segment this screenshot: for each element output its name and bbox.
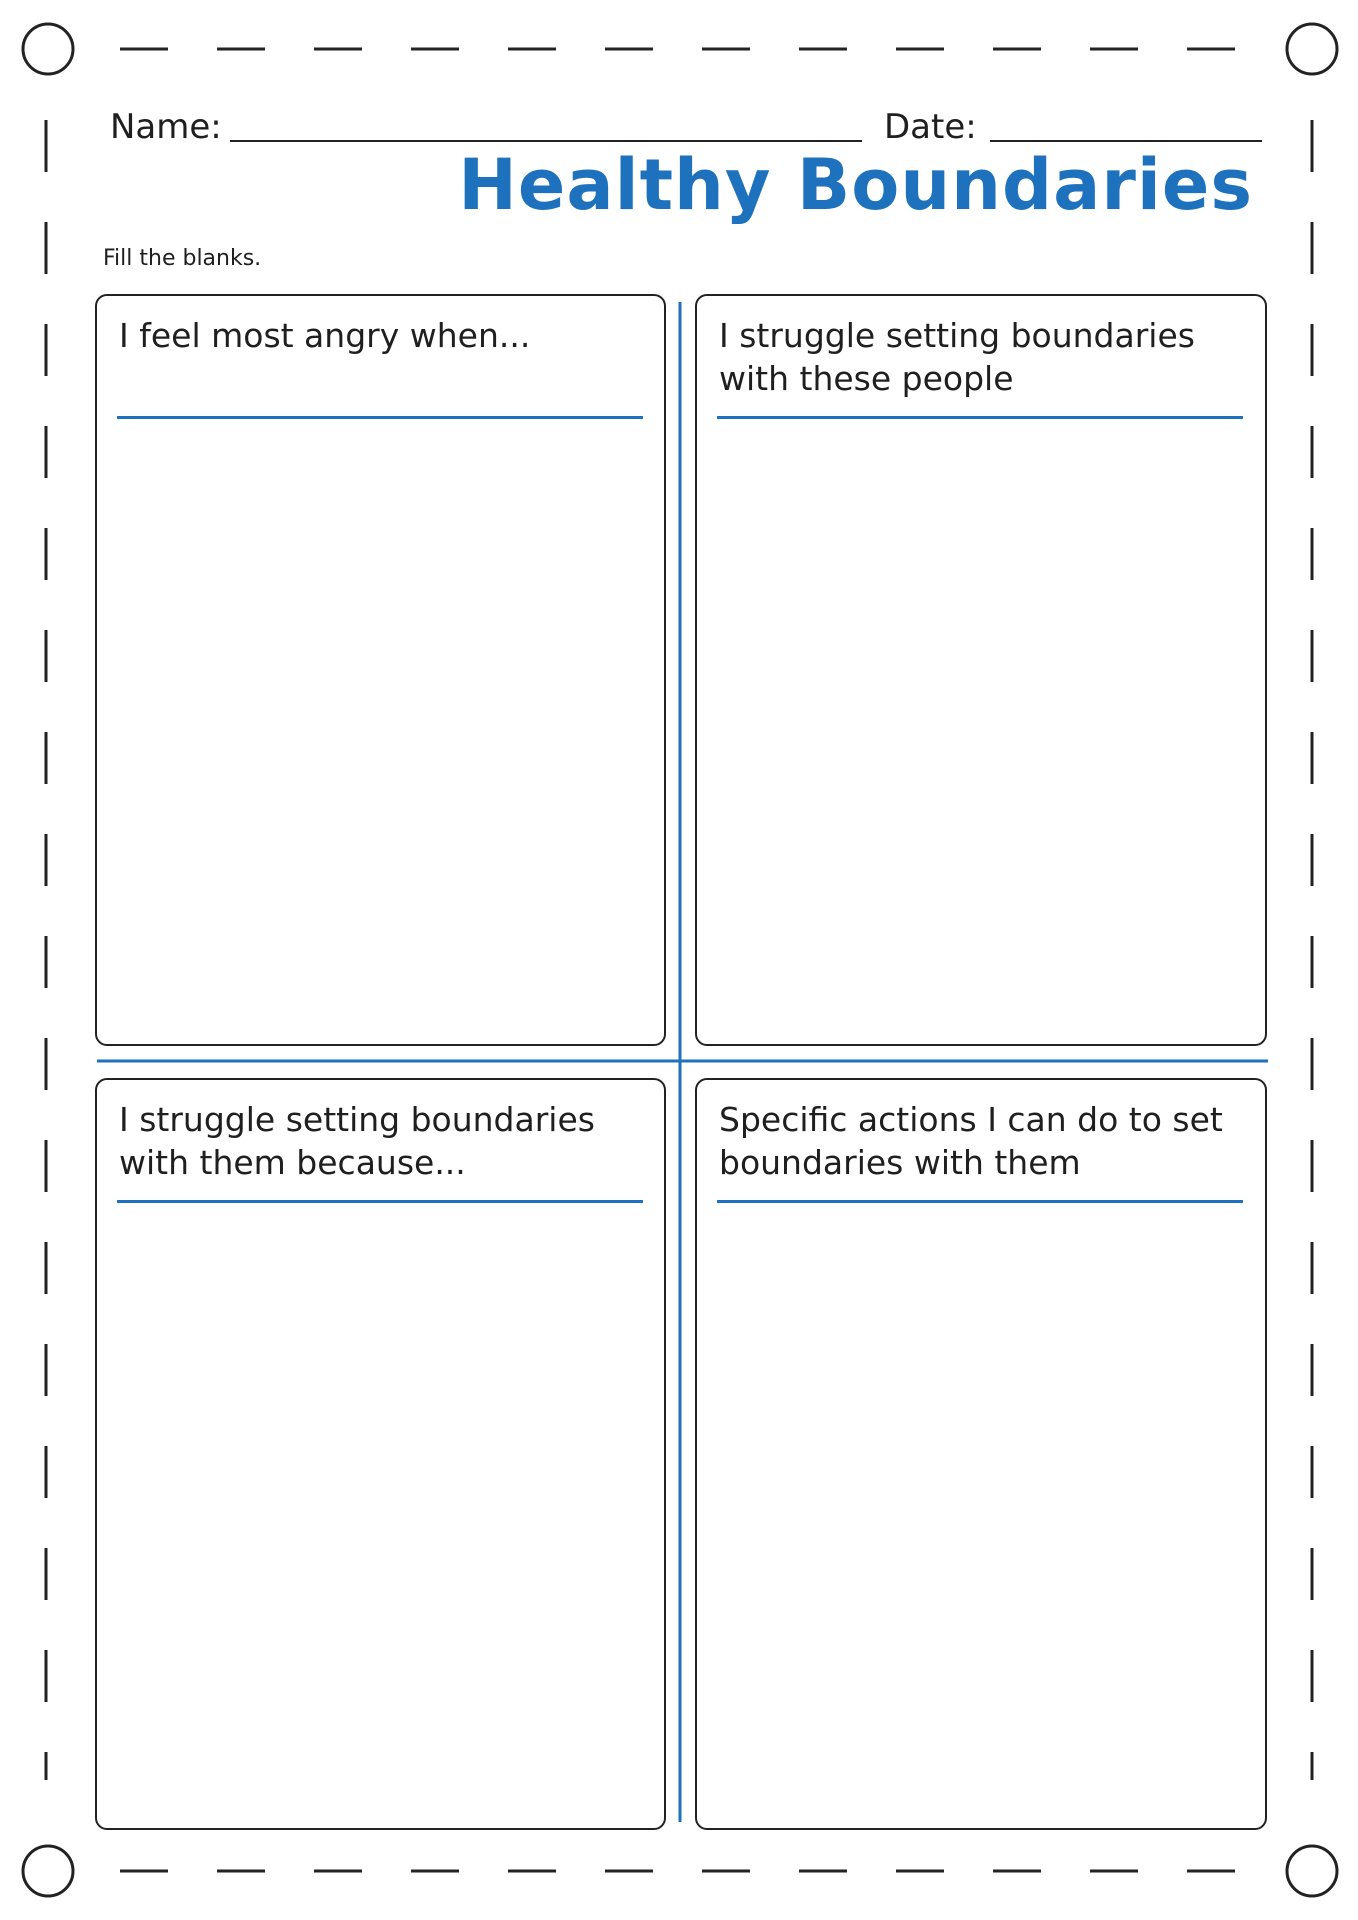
corner-circle-top-left [23,24,73,74]
panel-struggle-people[interactable] [695,294,1267,1046]
name-field-line[interactable] [230,140,862,142]
instructions-text: Fill the blanks. [103,246,262,271]
prompt-underline [717,1200,1243,1203]
corner-circle-bottom-left [23,1846,73,1896]
corner-circle-bottom-right [1287,1846,1337,1896]
prompt-underline [117,416,643,419]
prompt-underline [717,416,1243,419]
panel-prompt: I struggle setting boundaries with them because... [119,1100,595,1182]
panel-angry-when[interactable] [95,294,666,1046]
panel-prompt: Specific actions I can do to set boundaries with them [719,1100,1223,1182]
corner-circle-top-right [1287,24,1337,74]
date-field-line[interactable] [990,140,1262,142]
name-label: Name: [110,107,222,147]
panel-prompt: I struggle setting boundaries with these people [719,316,1195,398]
panel-struggle-because[interactable] [95,1078,666,1830]
panel-specific-actions[interactable] [695,1078,1267,1830]
prompt-underline [117,1200,643,1203]
worksheet-title: Healthy Boundaries [458,144,1253,226]
panel-prompt: I feel most angry when... [119,316,531,355]
date-label: Date: [884,107,977,147]
